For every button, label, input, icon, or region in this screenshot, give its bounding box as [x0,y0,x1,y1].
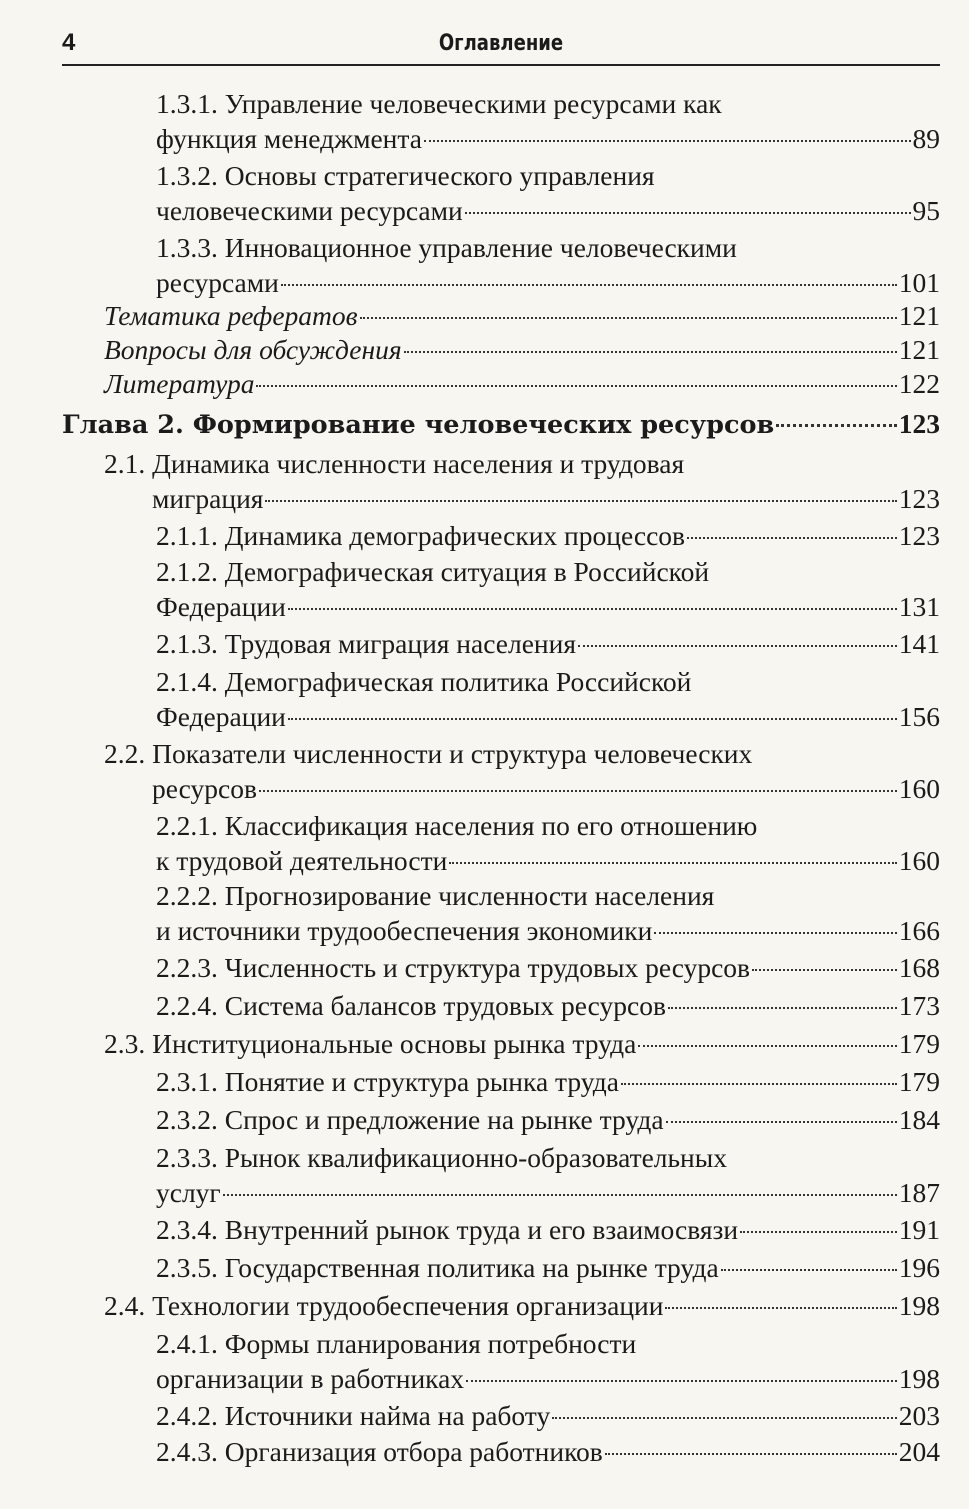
toc-entry-text: 2.2.2. Прогнозирование численности населения [156,880,715,911]
toc-entry-text: 2.3.5. Государственная политика на рынке труда [156,1252,719,1283]
toc-entry [156,1212,940,1247]
toc-entry-text: 2.4.3. Организация отбора работников [156,1436,603,1467]
leader-dots [288,608,897,610]
leader-dots [578,645,897,647]
toc-entry [156,664,940,734]
toc-entry-text: организации в работниках [156,1363,465,1394]
toc-page-number: 173 [898,990,940,1021]
toc-entry-text: Глава 2. Формирование человеческих ресурсов [62,410,775,440]
toc-entry [156,230,940,300]
toc-entry [104,366,940,401]
toc-page-number: 198 [898,1363,940,1394]
toc-entry-text: ресурсов [152,773,257,804]
toc-entry [156,158,940,228]
leader-dots [721,1269,897,1271]
leader-dots [665,1307,896,1309]
leader-dots [552,1417,897,1419]
toc-entry-text: Литература [104,368,255,399]
toc-entry-text: 2.4.2. Источники найма на работу [156,1400,551,1431]
toc-page-number: 131 [898,591,940,622]
toc-page-number: 204 [898,1436,940,1467]
toc-page-number: 101 [898,267,940,298]
toc-page-number: 166 [898,915,940,946]
leader-dots [752,969,897,971]
toc-entry-text: 2.2.1. Классификация населения по его отношению [156,810,758,841]
leader-dots [666,1121,897,1123]
toc-page-number: 95 [912,195,940,226]
toc-entry-text: 2.1. Динамика численности населения и трудовая [104,448,685,479]
toc-entry-text: 2.4.1. Формы планирования потребности [156,1328,637,1359]
toc-entry-text: миграция [152,483,264,514]
toc-page-number: 121 [898,300,940,331]
leader-dots [605,1453,897,1455]
toc-entry [104,736,940,806]
leader-dots [259,790,897,792]
leader-dots [360,317,897,319]
toc-entry-text: 2.3.4. Внутренний рынок труда и его взаимосвязи [156,1214,739,1245]
toc-entry-text: 2.2.3. Численность и структура трудовых ресурсов [156,952,751,983]
toc-page-number: 196 [898,1252,940,1283]
toc-entry-text: Федерации [156,591,286,622]
leader-dots [621,1083,897,1085]
toc-entry [156,1064,940,1099]
toc-entry [156,950,940,985]
toc-entry-text: 2.3.3. Рынок квалификационно-образовательных [156,1142,728,1173]
leader-dots [776,424,897,427]
running-title: Оглавление [438,31,564,56]
toc-page-number: 123 [898,520,940,551]
leader-dots [687,537,897,539]
toc-entry [156,808,940,878]
toc-entry-text: и источники трудообеспечения экономики [156,915,653,946]
leader-dots [449,862,896,864]
toc-entry-text: 2.1.4. Демографическая политика Российской [156,666,692,697]
toc-page-number: 141 [898,628,940,659]
toc-entry [156,1434,940,1469]
toc-entry-text: 2.1.1. Динамика демографических процессов [156,520,686,551]
toc-entry-text: Федерации [156,701,286,732]
toc-page-number: 123 [898,483,940,514]
toc-entry-text: услуг [156,1177,221,1208]
toc-entry [156,988,940,1023]
leader-dots [288,718,897,720]
toc-entry-text: 2.3.2. Спрос и предложение на рынке труда [156,1104,664,1135]
toc-entry [156,86,940,156]
leader-dots [668,1007,897,1009]
toc-entry-text: 1.3.1. Управление человеческими ресурсами как [156,88,722,119]
toc-page-number: 198 [898,1290,940,1321]
toc-page-number: 121 [898,334,940,365]
toc-entry [104,446,940,516]
toc-entry-text: 2.2. Показатели численности и структура человеческих [104,738,753,769]
toc-page-number: 168 [898,952,940,983]
page-number: 4 [62,29,76,56]
leader-dots [465,212,911,214]
toc-entry [156,878,940,948]
toc-page-number: 184 [898,1104,940,1135]
toc-entry [156,554,940,624]
toc-entry-text: 1.3.2. Основы стратегического управления [156,160,655,191]
toc-entry [156,1250,940,1285]
leader-dots [740,1231,897,1233]
toc-page-number: 179 [898,1066,940,1097]
leader-dots [654,932,896,934]
leader-dots [256,385,896,387]
toc-entry-text: 2.1.3. Трудовая миграция населения [156,628,576,659]
toc-chapter-entry [62,406,940,443]
toc-entry [104,1026,940,1061]
toc-page-number: 160 [898,773,940,804]
toc-entry-text: Тематика рефератов [104,300,358,331]
toc-page-number: 123 [898,408,940,439]
toc-entry [104,332,940,367]
toc-entry-text: 2.2.4. Система балансов трудовых ресурсов [156,990,666,1021]
leader-dots [404,351,897,353]
toc-page-number: 89 [912,123,940,154]
toc-entry-text: ресурсами [156,267,279,298]
toc-entry-text: человеческими ресурсами [156,195,463,226]
toc-entry-text: 1.3.3. Инновационное управление человеческими [156,232,737,263]
toc-entry [156,1326,940,1396]
toc-entry [156,518,940,553]
toc-page-number: 203 [898,1400,940,1431]
toc-page-number: 156 [898,701,940,732]
toc-entry-text: к трудовой деятельности [156,845,448,876]
toc-entry [104,1288,940,1323]
toc-entry-text: 2.3. Институциональные основы рынка труда [104,1028,637,1059]
toc-entry-text: функция менеджмента [156,123,422,154]
toc-entry [156,1398,940,1433]
toc-entry [156,626,940,661]
toc-page-number: 187 [898,1177,940,1208]
toc-entry [104,298,940,333]
leader-dots [638,1045,896,1047]
toc-entry-text: 2.3.1. Понятие и структура рынка труда [156,1066,619,1097]
toc-page-number: 179 [898,1028,940,1059]
leader-dots [281,284,897,286]
page-header [62,28,940,66]
toc-entry [156,1140,940,1210]
leader-dots [466,1380,897,1382]
leader-dots [223,1194,897,1196]
toc-page-number: 160 [898,845,940,876]
toc-entry-text: 2.1.2. Демографическая ситуация в Российской [156,556,710,587]
toc-entry-text: 2.4. Технологии трудообеспечения организации [104,1290,664,1321]
toc-entry [156,1102,940,1137]
toc-page-number: 122 [898,368,940,399]
toc-page-number: 191 [898,1214,940,1245]
toc-entry-text: Вопросы для обсуждения [104,334,402,365]
leader-dots [424,140,911,142]
leader-dots [265,500,896,502]
